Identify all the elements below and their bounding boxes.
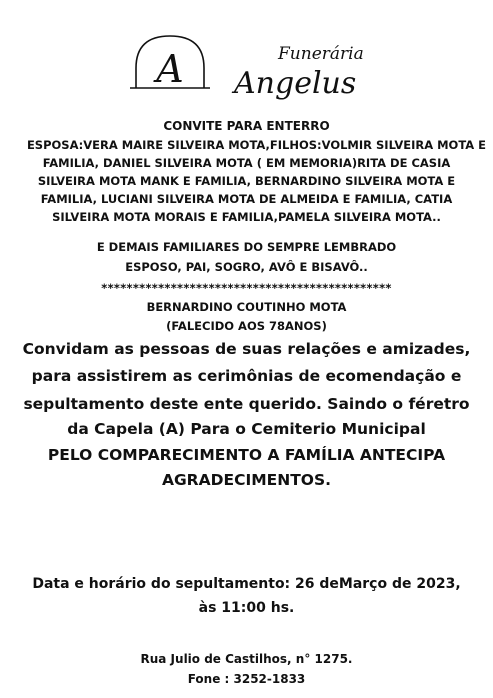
deceased-name: BERNARDINO COUTINHO MOTA [146,300,347,314]
invitation-line: PELO COMPARECIMENTO A FAMÍLIA ANTECIPA [47,446,446,464]
invitation-line: Convidam as pessoas de suas relações e amizades, [22,340,471,358]
address: Rua Julio de Castilhos, n° 1275. [140,652,353,666]
funeraria-angelus-logo [128,30,378,102]
logo-mark: A [156,47,184,91]
family-line: SILVEIRA MOTA MANK E FAMILIA, BERNARDINO SILVEIRA MOTA E [37,174,456,188]
invitation-line: sepultamento deste ente querido. Saindo o féretro [23,395,470,413]
family-line: ESPOSA:VERA MAIRE SILVEIRA MOTA,FILHOS:VOLMIR SILVEIRA MOTA E [26,138,487,152]
logo-line1: Funerária [278,44,364,64]
deceased-age: (FALECIDO AOS 78ANOS) [166,319,327,333]
phone: Fone : 3252-1833 [187,672,306,686]
invitation-line: da Capela (A) Para o Cemiterio Municipal [67,420,426,438]
remembered-line: E DEMAIS FAMILIARES DO SEMPRE LEMBRADO [96,240,397,254]
logo-emblem [128,30,378,102]
invite-title: CONVITE PARA ENTERRO [163,119,330,133]
family-line: SILVEIRA MOTA MORAIS E FAMILIA,PAMELA SILVEIRA MOTA.. [52,210,441,224]
family-line: FAMILIA, DANIEL SILVEIRA MOTA ( EM MEMORIA)RITA DE CASIA [42,156,451,170]
invitation-line: AGRADECIMENTOS. [161,471,332,489]
logo-line2: Angelus [234,66,357,101]
separator: ********************************************** [101,281,392,295]
burial-date-line: Data e horário do sepultamento: 26 deMarço de 2023, [32,576,461,592]
family-line: FAMILIA, LUCIANI SILVEIRA MOTA DE ALMEIDA E FAMILIA, CATIA [40,192,453,206]
remembered-line: ESPOSO, PAI, SOGRO, AVÔ E BISAVÔ.. [125,260,368,274]
burial-time-line: às 11:00 hs. [198,600,295,616]
invitation-line: para assistirem as cerimônias de ecomendação e [31,367,462,385]
